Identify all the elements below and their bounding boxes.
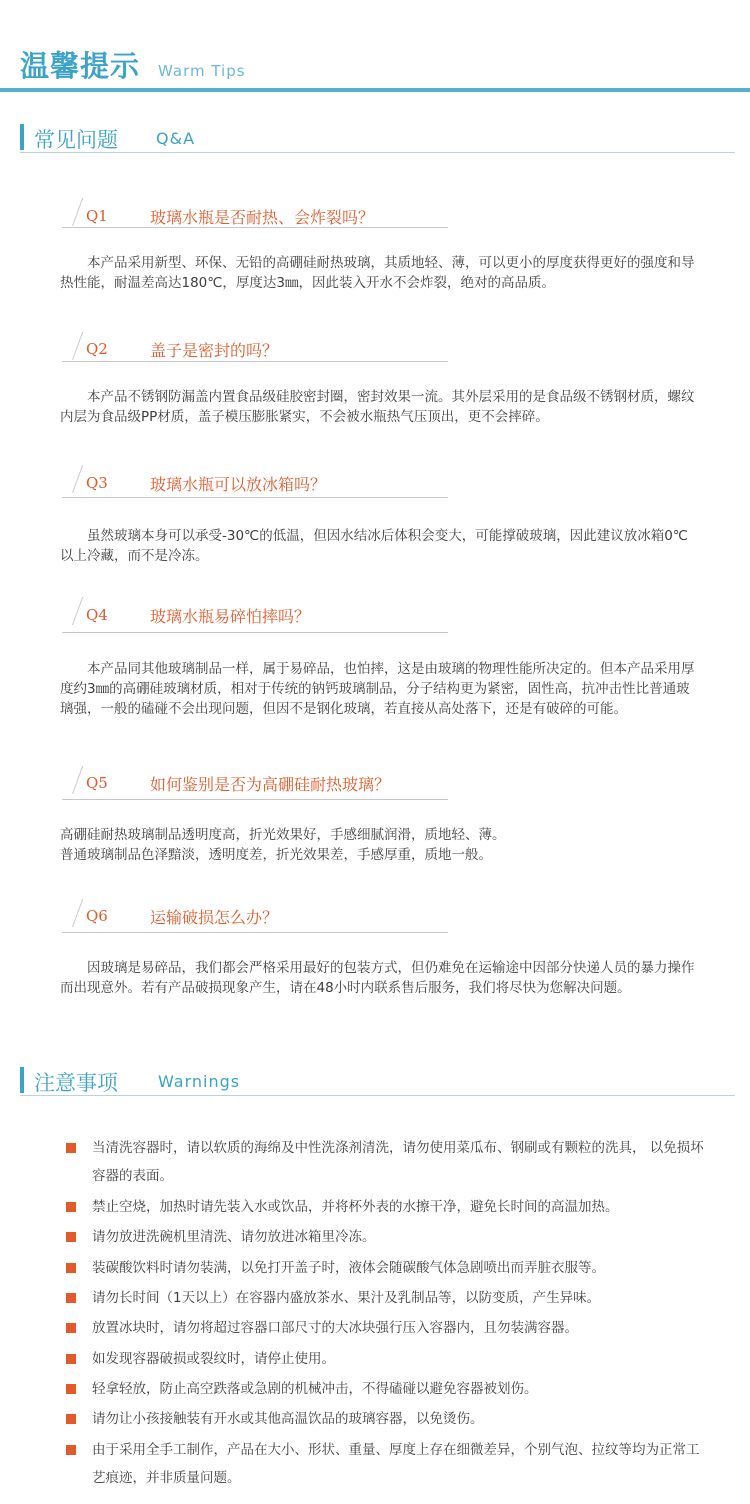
warning-item: 当清洗容器时，请以软质的海绵及中性洗涤剂清洗，请勿使用菜瓜布、钢刷或有颗粒的洗具， 以免损坏容器的表面。 — [92, 1140, 704, 1184]
page-title-en: Warm Tips — [158, 62, 246, 80]
q4-number: Q4 — [86, 606, 108, 624]
q3-question: 玻璃水瓶可以放冰箱吗？ — [150, 475, 327, 494]
q2-slash — [72, 332, 83, 360]
warning-bullet — [66, 1293, 76, 1303]
q1-answer: 本产品采用新型、环保、无铅的高硼硅耐热玻璃，其质地轻、薄，可以更小的厚度获得更好的强度和导热性能，耐温差高达180℃，厚度达3㎜，因此装入开水不会炸裂，绝对的高品质。 — [60, 255, 695, 291]
warning-bullet — [66, 1263, 76, 1273]
q6-slash — [72, 899, 83, 927]
q6-answer: 因玻璃是易碎品，我们都会严格采用最好的包装方式，但仍难免在运输途中因部分快递人员的暴力操作而出现意外。若有产品破损现象产生，请在48小时内联系售后服务，我们将尽快为您解决问题。 — [60, 960, 695, 996]
warning-item: 如发现容器破损或裂纹时，请停止使用。 — [92, 1351, 335, 1367]
warning-item: 禁止空烧，加热时请先装入水或饮品，并将杯外表的水擦干净，避免长时间的高温加热。 — [92, 1199, 619, 1215]
q5-answer-line-2: 普通玻璃制品色泽黯淡，透明度差，折光效果差，手感厚重，质地一般。 — [60, 847, 492, 863]
warning-item: 装碳酸饮料时请勿装满，以免打开盖子时，液体会随碳酸气体急剧喷出而弄脏衣服等。 — [92, 1260, 605, 1276]
q1-number: Q1 — [86, 207, 108, 225]
warning-bullet — [66, 1143, 76, 1153]
qa-section-divider — [20, 152, 735, 153]
q2-answer: 本产品不锈钢防漏盖内置食品级硅胶密封圈，密封效果一流。其外层采用的是食品级不锈钢材质，螺纹内层为食品级PP材质，盖子模压膨胀紧实，不会被水瓶热气压顶出，更不会摔碎。 — [60, 389, 695, 425]
q4-question: 玻璃水瓶易碎怕摔吗？ — [150, 607, 311, 626]
warning-item: 请勿让小孩接触装有开水或其他高温饮品的玻璃容器，以免烫伤。 — [92, 1411, 484, 1427]
warning-item: 放置冰块时，请勿将超过容器口部尺寸的大冰块强行压入容器内，且勿装满容器。 — [92, 1320, 578, 1336]
warning-item: 由于采用全手工制作，产品在大小、形状、重量、厚度上存在细微差异，个别气泡、拉纹等均为正常工艺痕迹，并非质量问题。 — [92, 1442, 700, 1486]
q4-slash — [72, 597, 83, 625]
qa-section-marker — [20, 124, 24, 150]
q1-question: 玻璃水瓶是否耐热、会炸裂吗？ — [150, 208, 375, 227]
warning-bullet — [66, 1445, 76, 1455]
q6-question: 运输破损怎么办？ — [150, 908, 279, 927]
qa-section-title: 常见问题 — [34, 128, 118, 152]
q1-slash — [72, 198, 83, 226]
q6-divider — [62, 932, 448, 933]
q5-answer-line-1: 高硼硅耐热玻璃制品透明度高，折光效果好，手感细腻润滑，质地轻、薄。 — [60, 827, 506, 843]
q3-number: Q3 — [86, 474, 108, 492]
q3-slash — [72, 465, 83, 493]
warnings-section-divider — [20, 1095, 735, 1096]
warning-bullet — [66, 1202, 76, 1212]
page-title: 温馨提示 — [20, 49, 141, 83]
warning-item: 请勿放进洗碗机里清洗、请勿放进冰箱里冷冻。 — [92, 1229, 376, 1245]
q5-answer — [60, 825, 700, 865]
warning-bullet — [66, 1323, 76, 1333]
q6-number: Q6 — [86, 907, 108, 925]
q5-number: Q5 — [86, 774, 108, 792]
q1-divider — [62, 227, 448, 228]
warning-item: 请勿长时间（1天以上）在容器内盛放茶水、果汁及乳制品等，以防变质，产生异味。 — [92, 1290, 601, 1306]
q3-divider — [62, 497, 448, 498]
warnings-section-title: 注意事项 — [34, 1071, 118, 1095]
q2-question: 盖子是密封的吗？ — [150, 341, 279, 360]
q4-divider — [62, 632, 448, 633]
q5-divider — [62, 799, 448, 800]
q2-number: Q2 — [86, 340, 108, 358]
q5-slash — [72, 766, 83, 794]
q4-answer: 本产品同其他玻璃制品一样，属于易碎品，也怕摔，这是由玻璃的物理性能所决定的。但本产品采用厚度约3㎜的高硼硅玻璃材质，相对于传统的钠钙玻璃制品，分子结构更为紧密，固性高，抗冲击性比普通玻璃强，一般的磕碰不会出现问题，但因不是钢化玻璃，若直接从高处落下，还是有破碎的可能。 — [60, 661, 695, 717]
warning-item: 轻拿轻放，防止高空跌落或急剧的机械冲击，不得磕碰以避免容器被划伤。 — [92, 1381, 538, 1397]
q5-question: 如何鉴别是否为高硼硅耐热玻璃？ — [150, 775, 391, 794]
q3-answer: 虽然玻璃本身可以承受-30℃的低温，但因水结冰后体积会变大，可能撑破玻璃，因此建议放冰箱0℃以上冷藏，而不是冷冻。 — [60, 528, 688, 564]
warnings-section-marker — [20, 1067, 24, 1093]
q2-divider — [62, 361, 448, 362]
header-divider — [0, 88, 750, 92]
warnings-section-title-en: Warnings — [158, 1072, 241, 1091]
warning-bullet — [66, 1384, 76, 1394]
warning-bullet — [66, 1354, 76, 1364]
warning-bullet — [66, 1232, 76, 1242]
warning-bullet — [66, 1414, 76, 1424]
qa-section-title-en: Q&A — [156, 129, 196, 148]
